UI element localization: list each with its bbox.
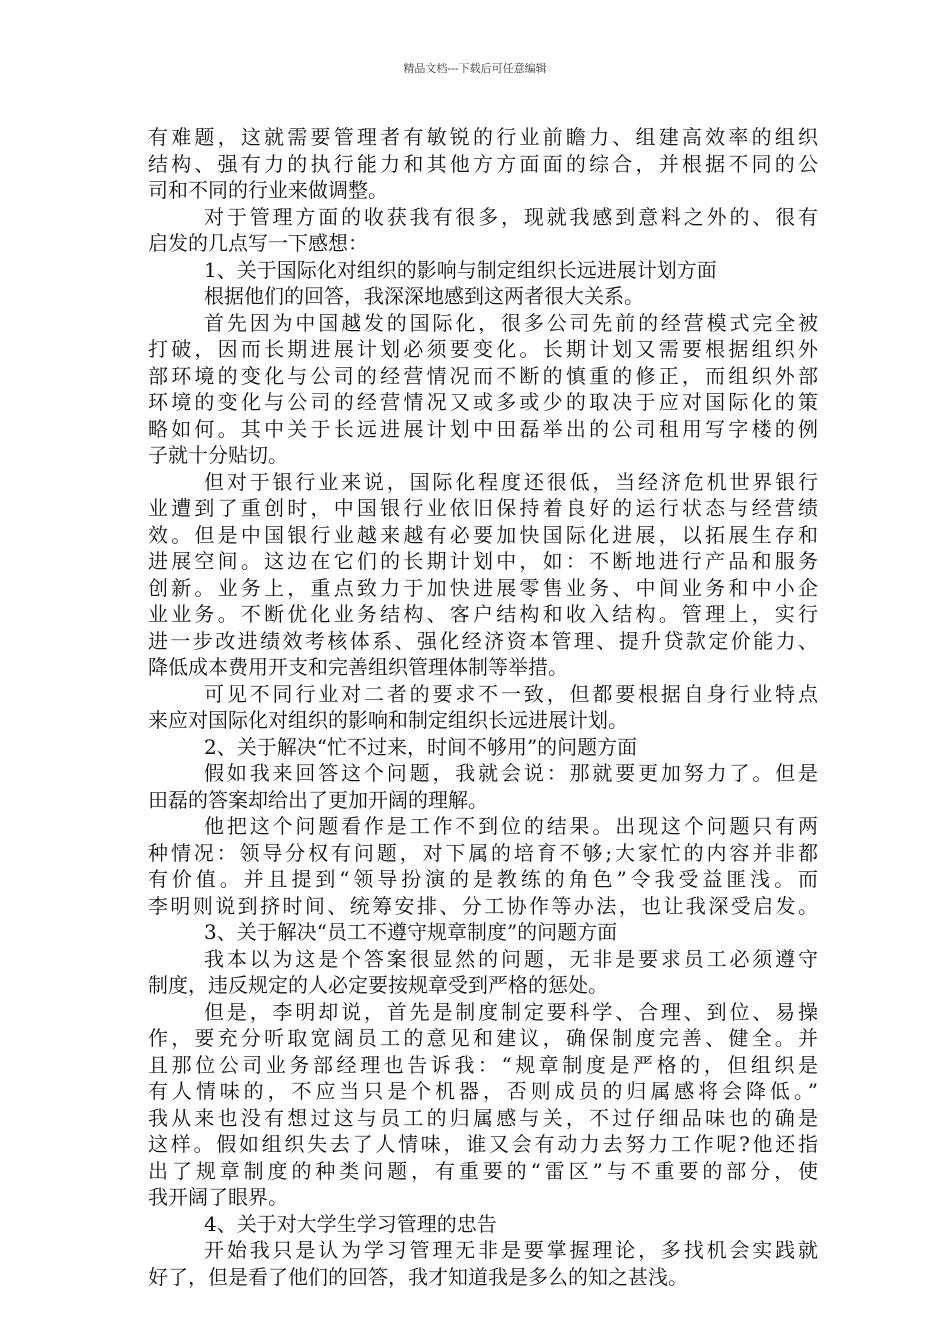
text-line: 但是，李明却说，首先是制度制定要科学、合理、到位、易操 (204, 999, 818, 1024)
text-line: 但对于银行业来说，国际化程度还很低，当经济危机世界银行 (204, 469, 818, 494)
text-line: 子就十分贴切。 (148, 443, 288, 467)
text-line: 业遭到了重创时，中国银行业依旧保持着良好的运行状态与经营绩 (148, 496, 818, 520)
text-line: 有难题，这就需要管理者有敏锐的行业前瞻力、组建高效率的组织 (148, 125, 818, 149)
text-line: 略如何。其中关于长远进展计划中田磊举出的公司租用写字楼的例 (148, 416, 818, 441)
text-line: 田磊的答案却给出了更加开阔的理解。 (148, 787, 488, 812)
text-line: 我开阔了眼界。 (148, 1185, 288, 1209)
text-line: 制度，违反规定的人必定要按规章受到严格的惩处。 (148, 973, 608, 997)
text-line: 部环境的变化与公司的经营情况而不断的慎重的修正，而组织外部 (148, 363, 818, 388)
text-line: 进展空间。这边在它们的长期计划中，如：不断地进行产品和服务 (148, 549, 818, 573)
text-line: 出了规章制度的种类问题，有重要的“雷区”与不重要的部分，使 (148, 1158, 818, 1183)
text-line: 好了，但是看了他们的回答，我才知道我是多么的知之甚浅。 (148, 1264, 688, 1289)
text-line: 4、关于对大学生学习管理的忠告 (204, 1211, 497, 1236)
text-line: 对于管理方面的收获我有很多，现就我感到意料之外的、很有 (204, 204, 818, 229)
text-line: 1、关于国际化对组织的影响与制定组织长远进展计划方面 (204, 257, 717, 282)
document-body (148, 124, 818, 1290)
text-line: 业业务。不断优化业务结构、客户结构和收入结构。管理上，实行 (148, 602, 818, 626)
text-line: 降低成本费用开支和完善组织管理体制等举措。 (148, 655, 568, 679)
text-line: 这样。假如组织失去了人情味，谁又会有动力去努力工作呢?他还指 (148, 1132, 818, 1156)
text-line: 结构、强有力的执行能力和其他方方面面的综合，并根据不同的公 (148, 151, 818, 176)
text-line: 3、关于解决“员工不遵守规章制度”的问题方面 (204, 920, 618, 944)
text-line: 李明则说到挤时间、统筹安排、分工协作等办法，也让我深受启发。 (148, 893, 818, 918)
text-line: 打破，因而长期进展计划必须要变化。长期计划又需要根据组织外 (148, 337, 818, 361)
text-line: 开始我只是认为学习管理无非是要掌握理论，多找机会实践就 (204, 1238, 818, 1262)
text-line: 作，要充分听取宽阔员工的意见和建议，确保制度完善、健全。并 (148, 1026, 818, 1050)
text-line: 效。但是中国银行业越来越有必要加快国际化进展，以拓展生存和 (148, 522, 818, 547)
text-line: 有人情味的，不应当只是个机器，否则成员的归属感将会降低。” (148, 1079, 818, 1103)
text-line: 根据他们的回答，我深深地感到这两者很大关系。 (204, 284, 644, 308)
text-line: 种情况：领导分权有问题，对下属的培育不够;大家忙的内容并非都 (148, 840, 818, 865)
text-line: 且那位公司业务部经理也告诉我：“规章制度是严格的，但组织是 (148, 1052, 818, 1077)
text-line: 司和不同的行业来做调整。 (148, 178, 388, 202)
text-line: 假如我来回答这个问题，我就会说：那就要更加努力了。但是 (204, 761, 818, 785)
text-line: 环境的变化与公司的经营情况又或多或少的取决于应对国际化的策 (148, 390, 818, 414)
text-line: 有价值。并且提到“领导扮演的是教练的角色”令我受益匪浅。而 (148, 867, 818, 891)
text-line: 我本以为这是个答案很显然的问题，无非是要求员工必须遵守 (204, 946, 818, 971)
text-line: 进一步改进绩效考核体系、强化经济资本管理、提升贷款定价能力、 (148, 628, 818, 653)
text-line: 2、关于解决“忙不过来，时间不够用”的问题方面 (204, 734, 638, 759)
page-header: 精品文档---下载后可任意编辑 (403, 62, 547, 75)
text-line: 来应对国际化对组织的影响和制定组织长远进展计划。 (148, 708, 628, 732)
text-line: 创新。业务上，重点致力于加快进展零售业务、中间业务和中小企 (148, 575, 818, 600)
text-line: 他把这个问题看作是工作不到位的结果。出现这个问题只有两 (204, 814, 818, 838)
text-line: 可见不同行业对二者的要求不一致，但都要根据自身行业特点 (204, 681, 818, 706)
text-line: 首先因为中国越发的国际化，很多公司先前的经营模式完全被 (204, 310, 818, 335)
text-line: 启发的几点写一下感想： (148, 231, 368, 255)
text-line: 我从来也没有想过这与员工的归属感与关，不过仔细品味也的确是 (148, 1105, 818, 1130)
